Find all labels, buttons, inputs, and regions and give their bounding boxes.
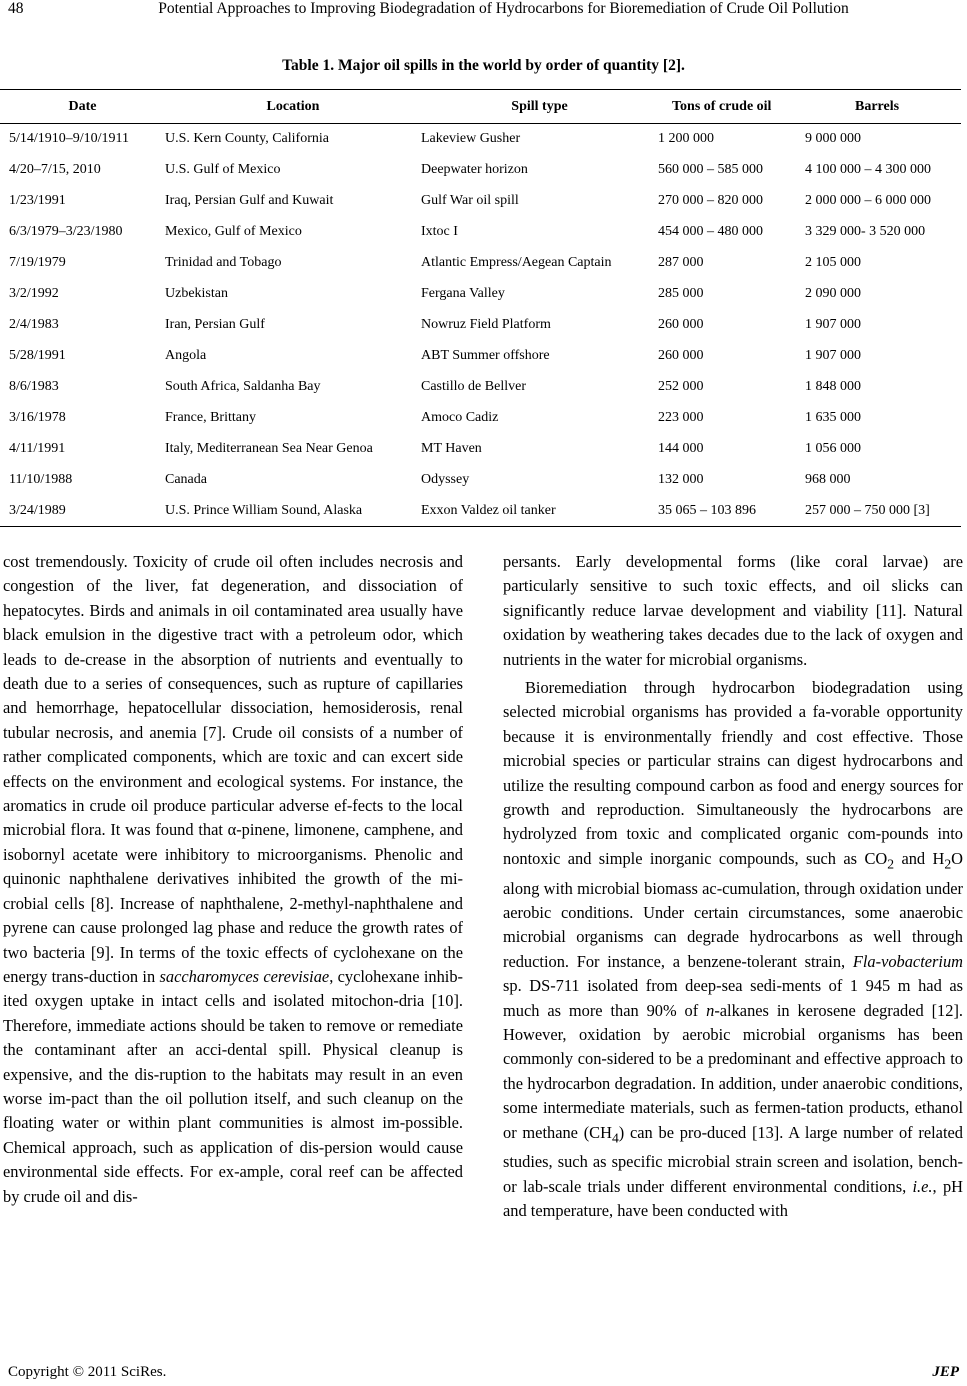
cell-barrels: 3 329 000- 3 520 000 (805, 224, 926, 239)
cell-location: Italy, Mediterranean Sea Near Genoa (165, 441, 373, 456)
cell-barrels: 968 000 (805, 472, 851, 487)
cell-barrels: 1 907 000 (805, 348, 861, 363)
cell-spill-type: Odyssey (421, 472, 470, 487)
cell-date: 3/16/1978 (9, 410, 66, 425)
cell-tons: 35 065 – 103 896 (658, 496, 805, 527)
cell-spill-type: Exxon Valdez oil tanker (421, 496, 658, 527)
cell-tons: 132 000 (658, 472, 704, 487)
cell-date: 3/2/1992 (9, 286, 59, 301)
cell-spill-type: Fergana Valley (421, 286, 505, 301)
cell-tons: 1 200 000 (658, 131, 714, 147)
cell-date: 8/6/1983 (9, 379, 59, 394)
header-date: Date (0, 90, 165, 124)
copyright-notice: Copyright © 2011 SciRes. (8, 1364, 167, 1380)
body-paragraph: persants. Early developmental forms (like coral larvae) are particularly sensitive to such toxic effects, and oil slicks can significantly reduce larvae development and viability [11]. Natural oxidation by weathering takes decades due to the lack of oxygen and nutrients in the water for microbial organisms. (503, 552, 963, 669)
page-number: 48 (8, 0, 24, 17)
cell-tons: 454 000 – 480 000 (658, 224, 763, 239)
running-title: Potential Approaches to Improving Biodegradation of Hydrocarbons for Bioremediation of Crude Oil Pollution (158, 0, 849, 17)
cell-barrels: 257 000 – 750 000 [3] (805, 496, 961, 527)
table-row (0, 217, 961, 248)
table-row (0, 155, 961, 186)
oil-spills-table (0, 89, 961, 527)
cell-location: Iraq, Persian Gulf and Kuwait (165, 193, 334, 208)
cell-tons: 287 000 (658, 255, 704, 270)
cell-date: 3/24/1989 (0, 496, 165, 527)
cell-barrels: 1 635 000 (805, 410, 861, 425)
cell-tons: 560 000 – 585 000 (658, 162, 763, 177)
cell-tons: 285 000 (658, 286, 704, 301)
cell-spill-type: Nowruz Field Platform (421, 317, 551, 332)
cell-barrels: 1 848 000 (805, 379, 861, 394)
cell-location: South Africa, Saldanha Bay (165, 379, 321, 394)
table-header-row (0, 90, 961, 124)
page-footer (8, 1364, 959, 1384)
cell-date: 1/23/1991 (9, 193, 66, 208)
cell-tons: 223 000 (658, 410, 704, 425)
table-row (0, 248, 961, 279)
cell-tons: 270 000 – 820 000 (658, 193, 763, 208)
journal-abbreviation: JEP (932, 1364, 959, 1380)
table-row (0, 372, 961, 403)
cell-location: U.S. Kern County, California (165, 131, 329, 147)
body-paragraph: Bioremediation through hydrocarbon biodegradation using selected microbial organisms has provided a fa-vorable opportunity because it is environmentally friendly and cost effective. Those microbial species or particular strains can digest hydrocarbons and utilize the resulting compound carbon as food and energy sources for growth and reproduction. Simultaneously the hydrocarbons are hydrolyzed from toxic and complicated organic com-pounds into nontoxic and simple inorganic compounds, such as $CO_2$ and $H_2O$ along with microbial biomass ac-cumulation, through oxidation under aerobic conditions. Under certain circumstances, some anaerobic microbial organisms can degrade hydrocarbons as well through reduction. For instance, a benzene-tolerant strain, Fla-vobacterium sp. DS-711 isolated from deep-sea sedi-ments of 1 945 m had as much as more than 90% of n-alkanes in kerosene degraded [12]. However, oxidation by aerobic microbial organisms has been commonly con-sidered to be a predominant and effective approach to the hydrocarbon degradation. In addition, under anaerobic conditions, some intermediate materials, such as fermen-tation products, ethanol or methane $(CH_4)$ can be pro-duced [13]. A large number of related studies, such as specific microbial strain screen and isolation, bench- or lab-scale trials under different environmental conditions, i.e., pH and temperature, have been conducted with (503, 678, 964, 1221)
cell-date: 4/11/1991 (9, 441, 66, 456)
cell-location: Angola (165, 348, 207, 363)
cell-location: Iran, Persian Gulf (165, 317, 265, 332)
cell-spill-type: Atlantic Empress/Aegean Captain (421, 255, 612, 270)
cell-location: U.S. Gulf of Mexico (165, 162, 281, 177)
cell-barrels: 9 000 000 (805, 131, 861, 147)
header-spill-type: Spill type (421, 90, 658, 124)
table-row (0, 124, 961, 155)
left-column (3, 550, 463, 1209)
table-row (0, 341, 961, 372)
cell-barrels: 1 907 000 (805, 317, 861, 332)
cell-date: 5/28/1991 (9, 348, 66, 363)
cell-date: 4/20–7/15, 2010 (9, 162, 101, 177)
cell-barrels: 2 105 000 (805, 255, 861, 270)
cell-date: 2/4/1983 (9, 317, 59, 332)
cell-spill-type: ABT Summer offshore (421, 348, 550, 363)
cell-location: Mexico, Gulf of Mexico (165, 224, 302, 239)
header-tons: Tons of crude oil (658, 90, 805, 124)
cell-tons: 144 000 (658, 441, 704, 456)
cell-date: 11/10/1988 (9, 472, 73, 487)
cell-barrels: 4 100 000 – 4 300 000 (805, 162, 931, 177)
cell-location: U.S. Prince William Sound, Alaska (165, 496, 421, 527)
table-row (0, 186, 961, 217)
header-location: Location (165, 90, 421, 124)
cell-location: Uzbekistan (165, 286, 228, 301)
cell-spill-type: MT Haven (421, 441, 482, 456)
cell-spill-type: Amoco Cadiz (421, 410, 499, 425)
cell-spill-type: Ixtoc I (421, 224, 458, 239)
table-caption: Table 1. Major oil spills in the world by order of quantity [2]. (282, 57, 685, 74)
cell-location: France, Brittany (165, 410, 256, 425)
cell-date: 6/3/1979–3/23/1980 (9, 224, 123, 239)
table-row (0, 465, 961, 496)
cell-date: 7/19/1979 (9, 255, 66, 270)
cell-spill-type: Gulf War oil spill (421, 193, 519, 208)
cell-barrels: 2 000 000 – 6 000 000 (805, 193, 931, 208)
table-row (0, 310, 961, 341)
table-row (0, 434, 961, 465)
cell-spill-type: Castillo de Bellver (421, 379, 526, 394)
cell-barrels: 1 056 000 (805, 441, 861, 456)
cell-location: Trinidad and Tobago (165, 255, 282, 270)
cell-tons: 252 000 (658, 379, 704, 394)
running-header (8, 0, 959, 18)
cell-tons: 260 000 (658, 348, 704, 363)
cell-tons: 260 000 (658, 317, 704, 332)
table-row (0, 279, 961, 310)
cell-spill-type: Deepwater horizon (421, 162, 528, 177)
table-row (0, 403, 961, 434)
right-column (503, 550, 963, 1224)
table-row (0, 496, 961, 527)
cell-location: Canada (165, 472, 207, 487)
body-paragraph: cost tremendously. Toxicity of crude oil often includes necrosis and congestion of the liver, fat degeneration, and dissociation of hepatocytes. Birds and animals in oil contaminated area usually have black emulsion in the digestive tract with a petroleum odor, which leads to de-crease in the absorption of nutrients and eventually to death due to a series of consequences, such as rupture of capillaries and hemorrhage, hepatocellular dissociation, hemosiderosis, renal tubular necrosis, and anemia [7]. Crude oil consists of a number of rather complicated components, which are toxic and can excert side effects on the environment and ecological systems. For instance, the aromatics in crude oil produce particular adverse ef-fects to the local microbial flora. It was found that α-pinene, limonene, camphene, and isobornyl acetate were inhibitory to microorganisms. Phenolic and quinonic naphthalene derivatives inhibited the growth of the mi-crobial cells [8]. Increase of naphthalene, 2-methyl-naphthalene and pyrene can cause prolonged lag phase and reduce the growth rates of two bacteria [9]. In terms of the toxic effects of cyclohexane on the energy trans-duction in saccharomyces cerevisiae, cyclohexane inhib-ited oxygen uptake in intact cells and isolated mitochon-dria [10]. Therefore, immediate actions should be taken to remove or remediate the contaminant after an acci-dental spill. Physical cleanup is expensive, and the dis-ruption to the habitats may result in an even worse im-pact than the oil pollution itself, and such cleanup on the floating water or within plant communities is almost im-possible. Chemical approach, such as application of dis-persion would cause environmental side effects. For ex-ample, coral reef can be affected by crude oil and dis- (3, 552, 463, 1206)
cell-spill-type: Lakeview Gusher (421, 131, 521, 147)
cell-barrels: 2 090 000 (805, 286, 861, 301)
header-barrels: Barrels (805, 90, 961, 124)
cell-date: 5/14/1910–9/10/1911 (9, 131, 130, 147)
